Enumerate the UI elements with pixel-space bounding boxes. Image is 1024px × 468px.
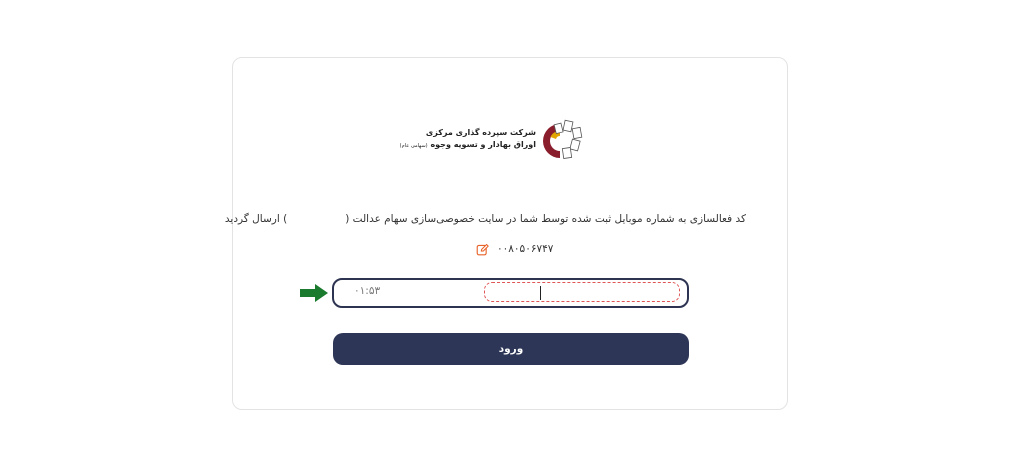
arrow-right-icon	[300, 284, 328, 302]
activation-message	[224, 213, 746, 225]
text-cursor	[540, 286, 541, 300]
countdown-timer: ۰۱:۵۳	[354, 285, 381, 297]
logo-line-1: شرکت سپرده گذاری مرکزی	[425, 128, 536, 137]
logo-line-2	[400, 138, 536, 153]
phone-row	[476, 242, 553, 256]
logo-line-2-main: اوراق بهادار و تسویه وجوه	[430, 140, 536, 149]
verification-code-input[interactable]	[484, 282, 680, 302]
verification-code-box	[332, 278, 689, 308]
edit-icon[interactable]	[476, 243, 489, 256]
message-text-2: ) ارسال گردید	[224, 213, 288, 225]
logo-emblem-icon	[538, 118, 586, 164]
company-logo	[399, 118, 586, 164]
logo-line-2-small: (سهامی عام)	[399, 143, 428, 149]
message-text-1: کد فعالسازی به شماره موبایل ثبت شده توسط شما در سایت خصوصی‌سازی سهام عدالت (	[345, 213, 746, 225]
logo-text	[400, 127, 536, 153]
phone-number: ۰۰۸۰۵۰۶۷۴۷	[497, 243, 554, 255]
login-button[interactable]: ورود	[333, 333, 689, 365]
